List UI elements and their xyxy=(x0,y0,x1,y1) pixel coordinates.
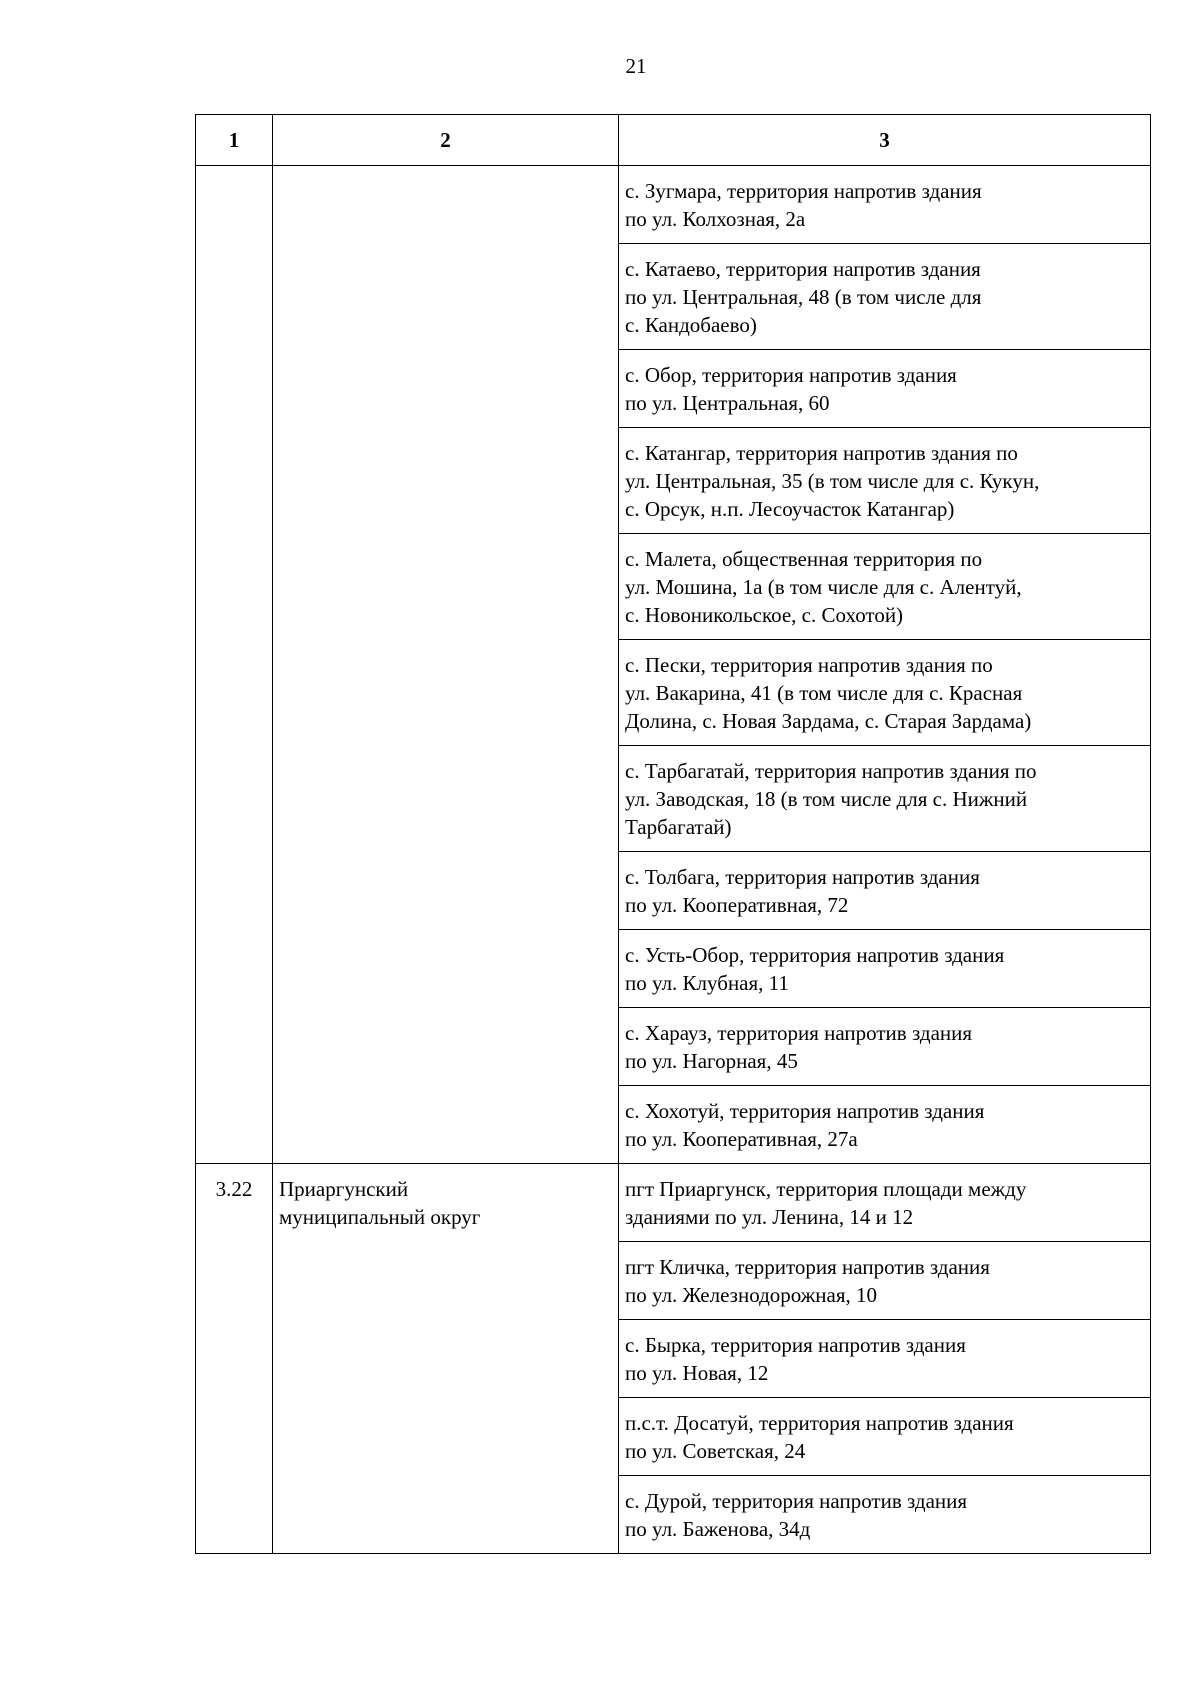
column-header-1: 1 xyxy=(196,115,273,166)
location-text-line: по ул. Колхозная, 2а xyxy=(625,207,806,231)
location-text-line: по ул. Кооперативная, 27а xyxy=(625,1127,858,1151)
location-text-line: по ул. Советская, 24 xyxy=(625,1439,806,1463)
location-text-line: с. Харауз, территория напротив здания xyxy=(625,1021,973,1045)
location-cell xyxy=(619,1008,1151,1086)
location-text-line: п.с.т. Досатуй, территория напротив здания xyxy=(625,1411,1014,1435)
location-text-line: ул. Вакарина, 41 (в том числе для с. Красная xyxy=(625,681,1023,705)
municipality-name-cell xyxy=(273,1164,619,1554)
table-row xyxy=(196,166,1151,244)
location-text-line: по ул. Новая, 12 xyxy=(625,1361,769,1385)
location-text-line: с. Катангар, территория напротив здания по xyxy=(625,441,1018,465)
page-number: 21 xyxy=(625,54,647,78)
location-text-line: зданиями по ул. Ленина, 14 и 12 xyxy=(625,1205,914,1229)
location-text-line: с. Кандобаево) xyxy=(625,313,757,337)
column-header-3: 3 xyxy=(619,115,1151,166)
location-cell xyxy=(619,1164,1151,1242)
location-text-line: по ул. Центральная, 60 xyxy=(625,391,830,415)
location-cell xyxy=(619,640,1151,746)
location-text-line: по ул. Нагорная, 45 xyxy=(625,1049,798,1073)
location-cell xyxy=(619,350,1151,428)
location-text-line: по ул. Кооперативная, 72 xyxy=(625,893,849,917)
municipality-name-line: Приаргунский xyxy=(279,1177,409,1201)
location-text-line: с. Толбага, территория напротив здания xyxy=(625,865,980,889)
location-cell xyxy=(619,244,1151,350)
location-text-line: пгт Кличка, территория напротив здания xyxy=(625,1255,990,1279)
municipality-name-cell xyxy=(273,166,619,1164)
location-text-line: по ул. Железнодорожная, 10 xyxy=(625,1283,877,1307)
location-text-line: с. Усть-Обор, территория напротив здания xyxy=(625,943,1005,967)
location-text-line: пгт Приаргунск, территория площади между xyxy=(625,1177,1027,1201)
location-text-line: ул. Центральная, 35 (в том числе для с. Кукун, xyxy=(625,469,1040,493)
location-text-line: с. Дурой, территория напротив здания xyxy=(625,1489,968,1513)
location-cell xyxy=(619,1086,1151,1164)
table-row xyxy=(196,1164,1151,1242)
location-cell xyxy=(619,1320,1151,1398)
locations-table xyxy=(195,114,1151,1554)
location-text-line: по ул. Клубная, 11 xyxy=(625,971,789,995)
location-text-line: Долина, с. Новая Зардама, с. Старая Зардама) xyxy=(625,709,1032,733)
location-cell xyxy=(619,166,1151,244)
table-header xyxy=(196,115,1151,166)
header-row xyxy=(196,115,1151,166)
table-body xyxy=(196,166,1151,1554)
location-cell xyxy=(619,1398,1151,1476)
location-text-line: Тарбагатай) xyxy=(625,815,732,839)
municipality-name-line: муниципальный округ xyxy=(279,1205,481,1229)
location-text-line: с. Бырка, территория напротив здания xyxy=(625,1333,966,1357)
location-cell xyxy=(619,1242,1151,1320)
location-text-line: с. Малета, общественная территория по xyxy=(625,547,983,571)
location-cell xyxy=(619,1476,1151,1554)
location-cell xyxy=(619,746,1151,852)
location-text-line: ул. Заводская, 18 (в том числе для с. Нижний xyxy=(625,787,1028,811)
location-text-line: с. Катаево, территория напротив здания xyxy=(625,257,981,281)
location-text-line: с. Зугмара, территория напротив здания xyxy=(625,179,982,203)
location-cell xyxy=(619,852,1151,930)
item-number-cell: 3.22 xyxy=(196,1164,273,1554)
item-number-cell xyxy=(196,166,273,1164)
location-text-line: ул. Мошина, 1а (в том числе для с. Алентуй, xyxy=(625,575,1022,599)
location-text-line: с. Обор, территория напротив здания xyxy=(625,363,957,387)
location-text-line: с. Орсук, н.п. Лесоучасток Катангар) xyxy=(625,497,955,521)
column-header-2: 2 xyxy=(273,115,619,166)
location-text-line: с. Тарбагатай, территория напротив здания по xyxy=(625,759,1037,783)
location-text-line: с. Пески, территория напротив здания по xyxy=(625,653,993,677)
location-cell xyxy=(619,534,1151,640)
location-cell xyxy=(619,930,1151,1008)
location-text-line: с. Хохотуй, территория напротив здания xyxy=(625,1099,985,1123)
location-cell xyxy=(619,428,1151,534)
location-text-line: по ул. Центральная, 48 (в том числе для xyxy=(625,285,982,309)
location-text-line: по ул. Баженова, 34д xyxy=(625,1517,811,1541)
location-text-line: с. Новоникольское, с. Сохотой) xyxy=(625,603,904,627)
